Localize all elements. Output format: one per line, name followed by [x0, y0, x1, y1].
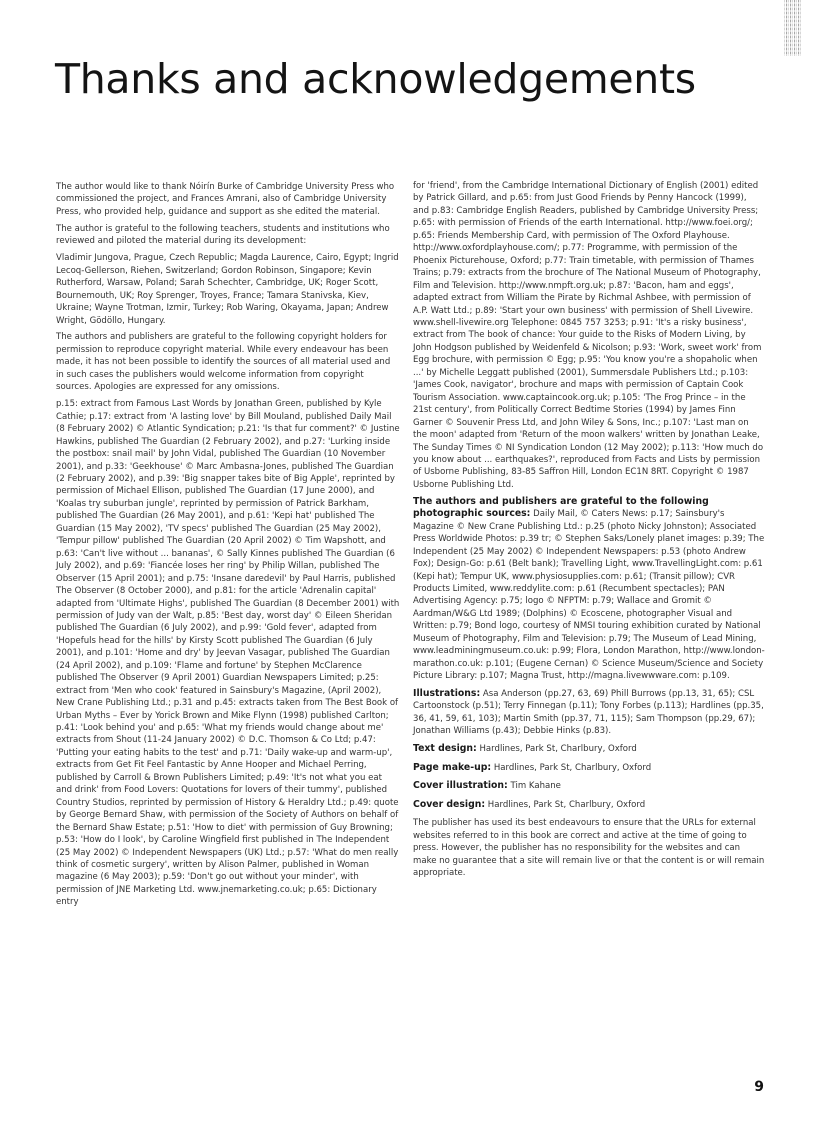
illustrations-label: Illustrations:: [413, 687, 481, 699]
page-title: Thanks and acknowledgements: [55, 55, 696, 103]
page-makeup-credit: [413, 762, 765, 774]
illustrations-credit: [413, 688, 765, 738]
text-design-label: Text design:: [413, 743, 477, 755]
cover-design-label: Cover design:: [413, 798, 486, 810]
photo-sources-text: Daily Mail, © Caters News: p.17; Sainsbury's Magazine © New Crane Publishing Ltd.: p.25 (photo Nicky Johnston); Associated Press Worldwide Photos: p.39 tr; © Stephen Saks/Lonely planet images: p.39; The Independent (25 May 2002) © Independent Newspapers: p.53 (photo Andrew Fox); Design-Go: p.61 (Belt bank); Travelling Light, www.TravellingLight.com: p.61 (Kepi hat); Tempur UK, www.physiosupplies.com: p.61; (Transit pillow); CVR Products Limited, www.reddylite.com: p.61 (Recumbent spectacles); PAN Advertising Agency: p.75; logo © NFPTM: p.79; Wallace and Gromit © Aardman/W&G Ltd 1989; (Dolphins) © Ecoscene, photographer Visual and Written: p.79; Bond logo, courtesy of NMSI touring exhibition curated by National Museum of Photography, Film and Television: p.79; The Museum of Lead Mining, www.leadminingmuseum.co.uk: p.99; Flora, London Marathon, http://www.london-marathon.co.uk: p.101; (Eugene Cernan) © Science Museum/Science and Society Picture Library: p.107; Magna Trust, http://magna.livewwware.com: p.109.: [413, 509, 765, 682]
url-disclaimer-paragraph: The publisher has used its best endeavours to ensure that the URLs for external websites referred to in this book are correct and active at the time of going to press. However, the publisher has no responsibility for the websites and can make no guarantee that a site will remain live or that the content is or will remain appropriate.: [413, 818, 765, 879]
text-credits-paragraph: p.15: extract from Famous Last Words by Jonathan Green, published by Kyle Cathie; p.17: extract from 'A lasting love' by Bill Mouland, published Daily Mail (8 February 2002) © Atlantic Syndication; p.21: 'Is that fur comment?' © Justine Hawkins, published The Guardian (2 February 2002), and p.27: 'Lurking inside the postbox: snail mail' by John Vidal, published The Guardian (10 November 2001), and p.33: 'Geekhouse' © Marc Ambasna-Jones, published The Guardian (2 February 2002), and p.39: 'Big snapper takes bite of Big Apple', reprinted by permission of Michael Ellison, published The Guardian (17 June 2000), and 'Koalas try suburban jungle', reprinted by permission of Patrick Barkham, published The Guardian (26 May 2001), and p.61: 'Kepi hat' published The Guardian (15 May 2002), 'TV specs' published The Guardian (25 May 2002), 'Tempur pillow' published The Guardian (20 April 2002) © Tim Wapshott, and p.63: 'Can't live without ... bananas', © Sally Kinnes published The Guardian (6 July 2002), and p.69: 'Fiancée loses her ring' by Philip Willan, published The Observer (15 April 2001); and p.75: 'Insane daredevil' by Paul Harris, published The Observer (8 October 2000), and p.81: for the article 'Adrenalin capital' adapted from 'Ultimate Highs', published The Guardian (8 December 2001) with permission of Judy van der Walt, p.85: 'Best day, worst day' © Eileen Sheridan published The Guardian (6 July 2002), and p.99: 'Gold fever', adapted from 'Hopefuls head for the hills' by Kirsty Scott published The Guardian (6 July 2001), and p.101: 'Home and dry' by Jeevan Vasagar, published The Guardian (24 April 2002), and p.109: 'Flame and fortune' by Stephen McClarence published The Observer (9 April 2001) Guardian Newspapers Limited; p.25: extract from 'Men who cook' featured in Sainsbury's Magazine, (April 2002), New Crane Publishing Ltd.; p.31 and p.45: extracts taken from The Best Book of Urban Myths – Ever by Yorick Brown and Mike Flynn (1998) published Carlton; p.41: 'Look behind you' and p.65: 'What my friends would change about me' extracts from Shout (11-24 January 2002) © D.C. Thomson & Co Ltd; p.47: 'Putting your eating habits to the test' and p.71: 'Daily wake-up and warm-up', extracts from Get Fit Feel Fantastic by Anne Hooper and Michael Perring, published by Carroll & Brown Publishers Limited; p.49: 'It's not what you eat and drink' from Food Lovers: Quotations for lovers of their tummy', published Country Studios, reprinted by permission of History & Heraldry Ltd.; p.49: quote by George Bernard Shaw, with permission of the Society of Authors on behalf of the Bernard Shaw Estate; p.51: 'How to diet' with permission of Guy Browning; p.53: 'How do I look', by Caroline Wingfield first published in The Independent (25 May 2002) © Independent Newspapers (UK) Ltd.; p.57: 'What do men really think of cosmetic surgery', written by Alison Palmer, published in Woman magazine (6 May 2003); p.59: 'Don't go out without your minder', with permission of JNE Marketing Ltd. www.jnemarketing.co.uk; p.65: Dictionary entry: [56, 399, 400, 908]
page-makeup-value: Hardlines, Park St, Charlbury, Oxford: [493, 762, 652, 773]
cover-illustration-label: Cover illustration:: [413, 780, 508, 792]
reviewers-list-paragraph: Vladimir Jungova, Prague, Czech Republic; Magda Laurence, Cairo, Egypt; Ingrid Lecoq-Gellerson, Riehen, Switzerland; Gordon Robinson, Singapore; Kevin Rutherford, Warsaw, Poland; Sarah Schechter, Cambridge, UK; Roger Scott, Bournemouth, UK; Roy Sprenger, Troyes, France; Tamara Stanivska, Kiev, Ukraine; Wayne Trotman, Izmir, Turkey; Rob Waring, Okayama, Japan; Andrew Wright, Gödöllo, Hungary.: [56, 253, 399, 326]
page-number: 9: [754, 1079, 764, 1095]
cover-design-credit: [413, 799, 765, 811]
photo-sources-paragraph: [413, 496, 765, 683]
cover-illustration-value: Tim Kahane: [510, 781, 561, 792]
copyright-intro-paragraph: The authors and publishers are grateful to the following copyright holders for permission to reproduce copyright material. While every endeavour has been made, it has not been possible to identify the sources of all material used and in such cases the publishers would welcome information from copyright sources. Apologies are expressed for any omissions.: [56, 332, 391, 393]
page-makeup-label: Page make-up:: [413, 761, 492, 773]
photo-sources-heading: The authors and publishers are grateful to the following photographic sources:: [413, 495, 709, 520]
cover-design-value: Hardlines, Park St, Charlbury, Oxford: [487, 799, 646, 810]
scan-barcode-mark: [784, 0, 802, 56]
illustrations-text: Asa Anderson (pp.27, 63, 69) Phill Burrows (pp.13, 31, 65); CSL Cartoonstock (p.51); Terry Finnegan (p.11); Tony Forbes (p.113); Hardlines (pp.35, 36, 41, 59, 61, 103); Martin Smith (pp.37, 71, 115); Sam Thompson (pp.29, 67); Jonathan Williams (p.43); Debbie Hinks (p.83).: [413, 688, 764, 736]
reviewers-intro-paragraph: The author is grateful to the following teachers, students and institutions who reviewed and piloted the material during its development:: [56, 223, 390, 247]
right-column: [413, 180, 765, 884]
cover-illustration-credit: [413, 780, 765, 792]
text-design-value: Hardlines, Park St, Charlbury, Oxford: [479, 744, 637, 755]
text-design-credit: [413, 743, 765, 755]
left-column: [56, 181, 400, 913]
thanks-paragraph: The author would like to thank Nóirín Burke of Cambridge University Press who commissioned the project, and Frances Amrani, also of Cambridge University Press, who provided help, guidance and support as she edited the material.: [56, 182, 395, 217]
text-credits-continued-paragraph: for 'friend', from the Cambridge International Dictionary of English (2001) edited by Patrick Gillard, and p.65: from Just Good Friends by Penny Hancock (1999), and p.83: Cambridge English Readers, published by Cambridge University Press; p.65: with permission of Friends of the earth International. http://www.foei.org/; p.65: Friends Membership Card, with permission of The Oxford Playhouse. http://www.oxfordplayhouse.com/; p.77: Programme, with permission of the Phoenix Picturehouse, Oxford; p.77: Train timetable, with permission of Thames Trains; p.79: extracts from the brochure of The National Museum of Photography, Film and Television. http://www.nmpft.org.uk; p.87: 'Bacon, ham and eggs', adapted extract from William the Pirate by Richmal Ashbee, with permission of A.P. Watt Ltd.; p.89: 'Start your own business' with permission of Shell Livewire. www.shell-livewire.org Telephone: 0845 757 3253; p.91: 'It's a risky business', extract from The book of chance: Your guide to the Risks of Modern Living, by John Hodgson published by Weidenfeld & Nicolson; p.93: 'Work, sweet work' from Egg brochure, with permission © Egg; p.95: 'You know you're a shopaholic when ...' by Michelle Leggatt published (2001), Summersdale Publishers Ltd.; p.103: 'James Cook, navigator', brochure and maps with permission of Captain Cook Tourism Association. www.captaincook.org.uk; p.105: 'The Frog Prince – in the 21st century', from Politically Correct Bedtime Stories (1994) by James Finn Garner © Souvenir Press Ltd, and John Wiley & Sons, Inc.; p.107: 'Last man on the moon' adapted from 'Return of the moon walkers' written by Jonathan Leake, The Sunday Times © NI Syndication London (12 May 2002); p.113: 'How much do you know about ... earthquakes?', reproduced from Facts and Lists by permission of Usborne Publishing, 83-85 Saffron Hill, London EC1N 8RT. Copyright © 1987 Usborne Publishing Ltd.: [413, 181, 764, 490]
